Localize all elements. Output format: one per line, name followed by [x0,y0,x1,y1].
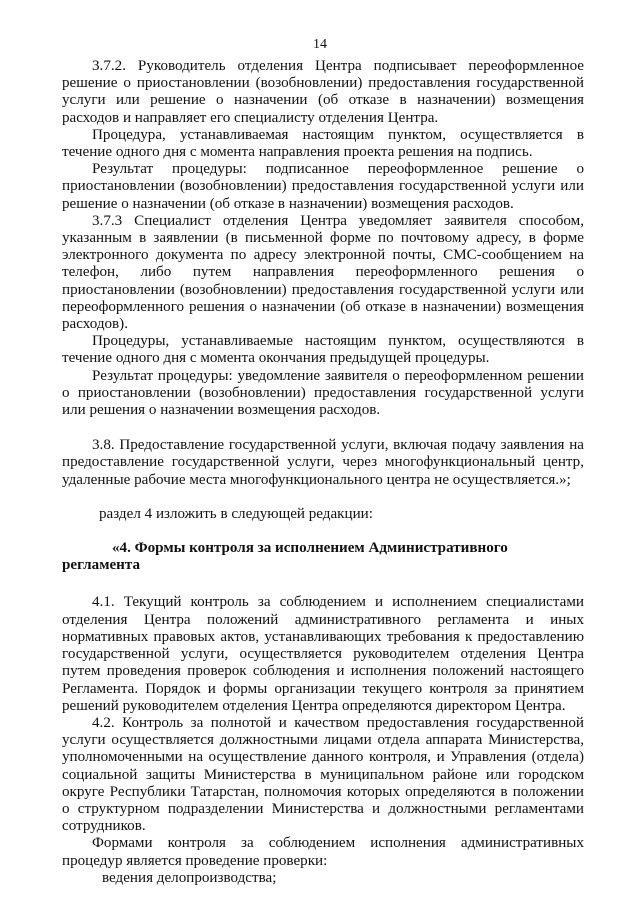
paragraph-3-8: 3.8. Предоставление государственной услуги, включая подачу заявления на предоставление государственной услуги, через многофункциональный центр, удаленные рабочие места многофункционального центра не осуществляется.»; [62,437,584,488]
paragraph-procedure-duration: Процедура, устанавливаемая настоящим пунктом, осуществляется в течение одного дня с момента направления проекта решения на подпись. [62,126,584,161]
paragraph-section-4-intro: раздел 4 изложить в следующей редакции: [99,505,373,522]
paragraph-3-7-2: 3.7.2. Руководитель отделения Центра подписывает переоформленное решение о приостановлении (возобновлении) предоставления государственной услуги или решение о назначении (об отказе в назначении) возмещения расходов и направляет его специалисту отделения Центра. [62,58,584,126]
spacer [62,419,584,437]
spacer [62,489,584,506]
document-body [62,58,584,887]
spacer [62,574,584,594]
paragraph-procedures-duration: Процедуры, устанавливаемые настоящим пунктом, осуществляются в течение одного дня с момента окончания предыдущей процедуры. [62,333,584,367]
paragraph-records-management: ведения делопроизводства; [102,869,277,886]
paragraph-notification-result: Результат процедуры: уведомление заявителя о переоформленном решении о приостановлении (возобновлении) предоставления государственной услуги или решения о назначении возмещения расходов. [62,367,584,419]
section-heading: «4. Формы контроля за исполнением Административного регламента [62,540,508,574]
page-number: 14 [313,37,327,52]
paragraph-procedure-result: Результат процедуры: подписанное переоформленное решение о приостановлении (возобновлении) предоставления государственной услуги или решение о назначении (об отказе в назначении) возмещения расходов. [62,161,584,212]
paragraph-4-2: 4.2. Контроль за полнотой и качеством предоставления государственной услуги осуществляется должностными лицами отдела аппарата Министерства, уполномоченными на осуществление данного контроля, и Управления (отдела) социальной защиты Министерства в муниципальном районе или городском округе Республики Татарстан, полномочия которых определяются в положении о структурном подразделении Министерства и должностными регламентами сотрудников. [62,714,584,835]
paragraph-control-forms: Формами контроля за соблюдением исполнения административных процедур является проведение проверки: [62,835,584,869]
paragraph-4-1: 4.1. Текущий контроль за соблюдением и исполнением специалистами отделения Центра положений административного регламента и иных нормативных правовых актов, устанавливающих требования к предоставлению государственной услуги, осуществляется руководителем отделения Центра путем проведения проверок соблюдения и исполнения положений настоящего Регламента. Порядок и формы организации текущего контроля за принятием решений руководителем отделения Центра определяются директором Центра. [62,594,584,714]
spacer [62,523,584,540]
paragraph-3-7-3: 3.7.3 Специалист отделения Центра уведомляет заявителя способом, указанным в заявлении (в письменной форме по почтовому адресу, в форме электронного документа по адресу электронной почты, СМС-сообщением на телефон, либо путем направления переоформленного решения о приостановлении (возобновлении) предоставления государственной услуги или переоформленного решения о назначении (об отказе в назначении) возмещения расходов). [62,212,584,333]
